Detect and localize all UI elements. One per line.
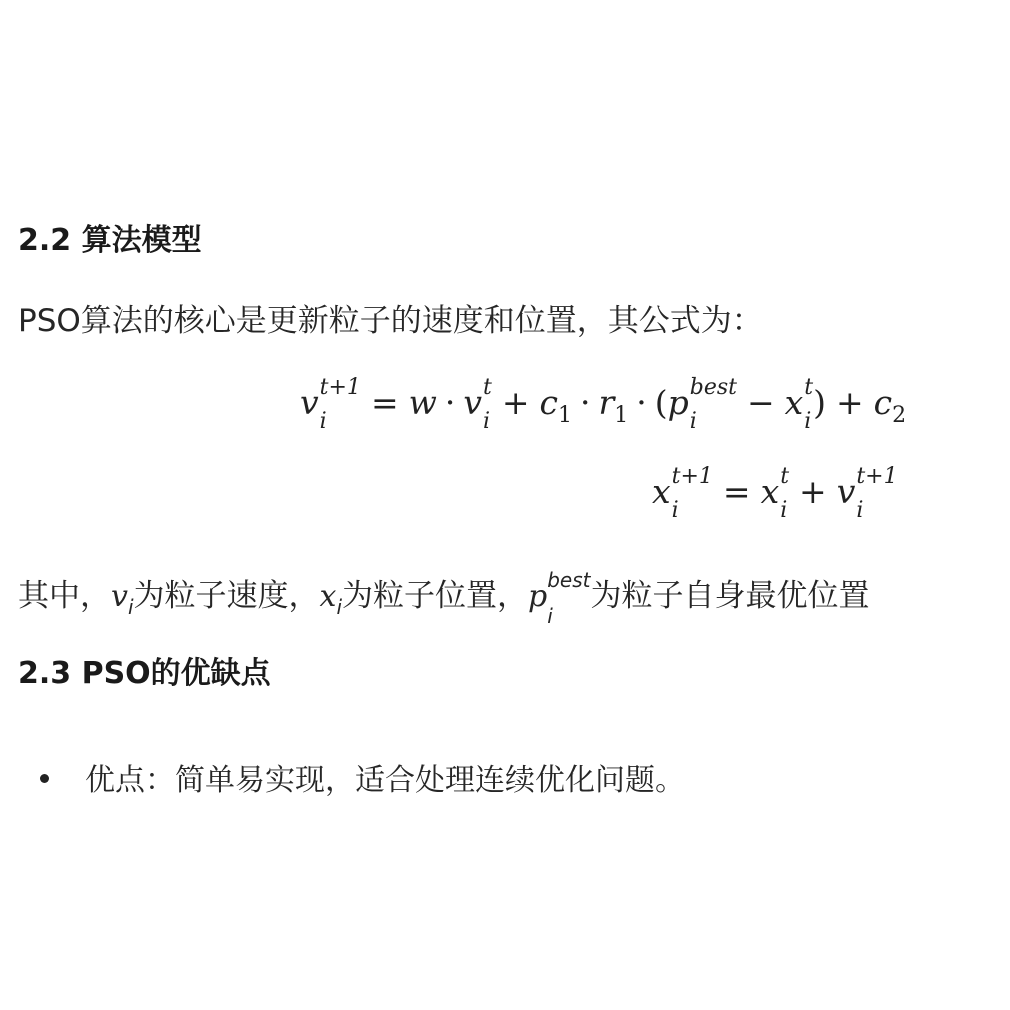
- where-v-sub: i: [127, 595, 134, 619]
- where-x-var: x: [319, 579, 337, 614]
- where-v-var: v: [111, 579, 128, 614]
- eq1-c1-sub: 1: [557, 403, 572, 428]
- velocity-equation: [300, 375, 907, 434]
- eq1-v: v: [463, 383, 482, 422]
- eq1-w: w: [408, 383, 437, 422]
- eq1-minus: −: [747, 383, 775, 422]
- eq1-c2-sub: 2: [892, 403, 907, 428]
- eq1-p-sup: best: [689, 375, 737, 400]
- where-p-sub: i: [547, 603, 553, 628]
- eq1-v-sub: i: [483, 409, 491, 434]
- eq1-dot-2: ·: [579, 383, 591, 422]
- where-v-desc: 为粒子速度，: [133, 578, 320, 614]
- eq1-lhs-scripts: [319, 375, 361, 434]
- eq1-lhs-sup: t+1: [319, 375, 361, 400]
- eq1-open-paren: (: [654, 383, 668, 422]
- where-x-sub: i: [336, 595, 342, 619]
- where-p-scripts: [547, 567, 591, 628]
- eq2-x-sub: i: [780, 498, 788, 523]
- list-item: [40, 755, 685, 799]
- eq1-p-sub: i: [689, 409, 697, 434]
- eq1-v-sup: t: [483, 375, 492, 400]
- eq1-equals: =: [370, 383, 399, 422]
- eq1-plus-1: +: [501, 383, 530, 422]
- eq1-x-sub: i: [804, 409, 812, 434]
- eq2-lhs-x: x: [652, 472, 671, 511]
- eq2-equals: =: [722, 472, 751, 511]
- eq1-lhs-sub: i: [319, 409, 327, 434]
- intro-paragraph: PSO算法的核心是更新粒子的速度和位置，其公式为：: [18, 303, 763, 339]
- eq2-x-scripts: [780, 464, 790, 523]
- where-p-sup: best: [547, 567, 591, 592]
- eq2-lhs-scripts: [671, 464, 713, 523]
- variable-definitions: [18, 567, 870, 628]
- eq2-plus: +: [799, 472, 827, 511]
- eq1-x-sup: t: [804, 375, 814, 400]
- eq2-v-sup: t+1: [856, 464, 898, 489]
- where-prefix: 其中，: [18, 578, 111, 614]
- eq1-r1: r: [598, 383, 615, 422]
- where-p-var: p: [528, 579, 548, 614]
- eq2-lhs-sub: i: [671, 498, 679, 523]
- eq1-x-scripts: [804, 375, 814, 434]
- eq1-c1: c: [539, 383, 558, 422]
- position-equation: [652, 464, 898, 523]
- section-heading-2-3: 2.3 PSO的优缺点: [18, 656, 271, 691]
- eq2-lhs-sup: t+1: [671, 464, 713, 489]
- eq1-plus-2: +: [836, 383, 864, 422]
- eq1-c2: c: [873, 383, 893, 422]
- eq2-v-sub: i: [856, 498, 864, 523]
- where-x-desc: 为粒子位置，: [342, 578, 528, 614]
- eq1-r1-sub: 1: [614, 403, 629, 428]
- bullet-icon: [40, 774, 49, 783]
- eq1-p: p: [667, 383, 689, 422]
- eq1-dot-3: ·: [636, 383, 647, 422]
- eq2-x-sup: t: [780, 464, 790, 489]
- eq2-v-scripts: [856, 464, 898, 523]
- eq1-p-scripts: [689, 375, 737, 434]
- eq2-x: x: [760, 472, 780, 511]
- eq1-dot-1: ·: [444, 383, 456, 422]
- eq1-lhs-v: v: [300, 383, 319, 422]
- where-p-desc: 为粒子自身最优位置: [590, 578, 870, 614]
- eq1-v-scripts: [483, 375, 492, 434]
- list-item-text: 优点：简单易实现，适合处理连续优化问题。: [85, 763, 685, 798]
- eq1-x: x: [784, 383, 804, 422]
- section-heading-2-2: 2.2 算法模型: [18, 223, 202, 258]
- eq2-v: v: [836, 472, 856, 511]
- eq1-close-paren: ): [813, 383, 826, 422]
